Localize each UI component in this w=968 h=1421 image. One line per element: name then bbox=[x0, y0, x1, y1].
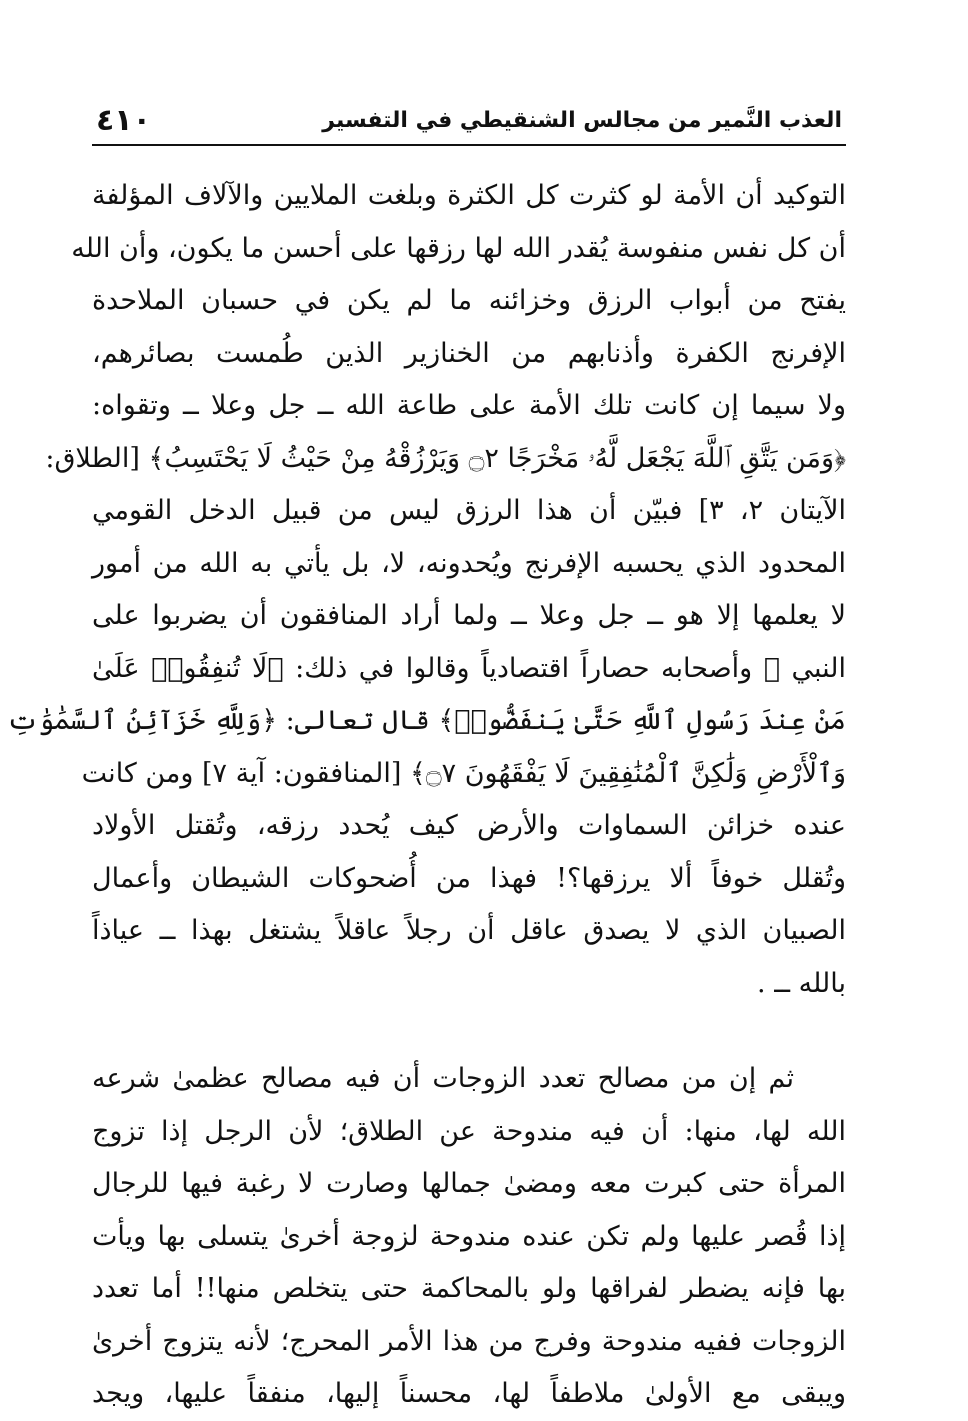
book-page bbox=[6, 100, 847, 1421]
text-line: التوكيد أن الأمة لو كثرت كل الكثرة وبلغت الملايين والآلاف المؤلفة bbox=[92, 180, 846, 211]
text-line: المرأة حتى كبرت معه ومضىٰ جمالها وصارت لا رغبة فيها للرجال bbox=[92, 1168, 846, 1199]
text-line: الصبيان الذي لا يصدق عاقل أن رجلاً عاقلاً يشتغل بهذا ــ عياذاً bbox=[92, 915, 846, 946]
quran-verse-line: ﴿وَمَن يَتَّقِ ٱللَّهَ يَجْعَل لَّهُۥ مَخْرَجًا ۝٢ وَيَرْزُقْهُ مِنْ حَيْثُ لَا يَحْتَسِبُ﴾ [الطلاق: bbox=[45, 442, 846, 474]
text-line: إذا قُصر عليها ولم تكن عنده مندوحة لزوجة أخرىٰ يتسلى بها ويأت bbox=[92, 1220, 846, 1252]
text-line: المحدود الذي يحسبه الإفرنج ويُحدونه، لا، بل يأتي به الله من أمور bbox=[92, 547, 846, 579]
book-title: العذب النَّمير من مجالس الشنقيطي في التفسير bbox=[322, 108, 842, 133]
paragraph-1 bbox=[6, 170, 847, 1010]
text-line: الإفرنج الكفرة وأذنابهم من الخنازير الذين طُمست بصائرهم، bbox=[92, 337, 846, 369]
text-line: النبي ﷺ وأصحابه حصاراً اقتصادياً وقالوا في ذلك: ﴿لَا تُنفِقُوا۟ عَلَىٰ bbox=[92, 652, 846, 684]
text-line: وتُقلل خوفاً ألا يرزقها؟! فهذا من أُضحوكات الشيطان وأعمال bbox=[92, 862, 846, 894]
text-line: ثم إن من مصالح تعدد الزوجات أن فيه مصالح عظمىٰ شرعه bbox=[92, 1063, 794, 1094]
paragraph-2 bbox=[92, 1053, 846, 1421]
text-line: الله لها، منها: أن فيه مندوحة عن الطلاق؛ لأن الرجل إذا تزوج bbox=[92, 1115, 846, 1147]
text-line: ويبقى مع الأولىٰ ملاطفاً لها، محسناً إليها، منفقاً عليها، ويجد bbox=[92, 1378, 846, 1409]
running-header bbox=[92, 100, 846, 146]
quran-verse-line: وَٱلْأَرْضِ وَلَٰكِنَّ ٱلْمُنَٰفِقِينَ لَا يَفْقَهُونَ ۝٧﴾ [المنافقون: آية ٧] ومن كانت bbox=[81, 757, 846, 789]
body-text bbox=[6, 170, 847, 1421]
text-line: الآيتان ٢، ٣] فبيّن أن هذا الرزق ليس من قبيل الدخل القومي bbox=[92, 495, 847, 526]
text-line: أن كل نفس منفوسة يُقدر الله لها رزقها على أحسن ما يكون، وأن الله bbox=[71, 232, 846, 264]
quran-verse-line: مَنْ عِندَ رَسُولِ ٱللَّهِ حَتَّىٰ يَنفَضُّوا۟﴾ قال تعالى: ﴿وَلِلَّهِ خَزَآئِنُ ٱلسَّمَٰوَٰتِ bbox=[6, 705, 846, 736]
text-line-last: بالله ــ . bbox=[757, 967, 846, 999]
text-line: الزوجات ففيه مندوحة وفرج من هذا الأمر المحرج؛ لأنه يتزوج أخرىٰ bbox=[92, 1325, 846, 1357]
text-line: بها فإنه يضطر لفراقها ولو بالمحاكمة حتى يتخلص منها!! أما تعدد bbox=[92, 1273, 846, 1304]
text-line: يفتح من أبواب الرزق وخزائنه ما لم يكن في حسبان الملاحدة bbox=[92, 285, 846, 316]
text-line: ولا سيما إن كانت تلك الأمة على طاعة الله ــ جل وعلا ــ وتقواه: bbox=[92, 390, 846, 421]
text-line: عنده خزائن السماوات والأرض كيف يُحدد رزقه، وتُقتل الأولاد bbox=[92, 810, 846, 841]
page-number: ٤١٠ bbox=[96, 103, 151, 138]
paragraph-spacer bbox=[92, 1010, 846, 1053]
text-line: لا يعلمها إلا هو ــ جل وعلا ــ ولما أراد المنافقون أن يضربوا على bbox=[92, 600, 846, 631]
